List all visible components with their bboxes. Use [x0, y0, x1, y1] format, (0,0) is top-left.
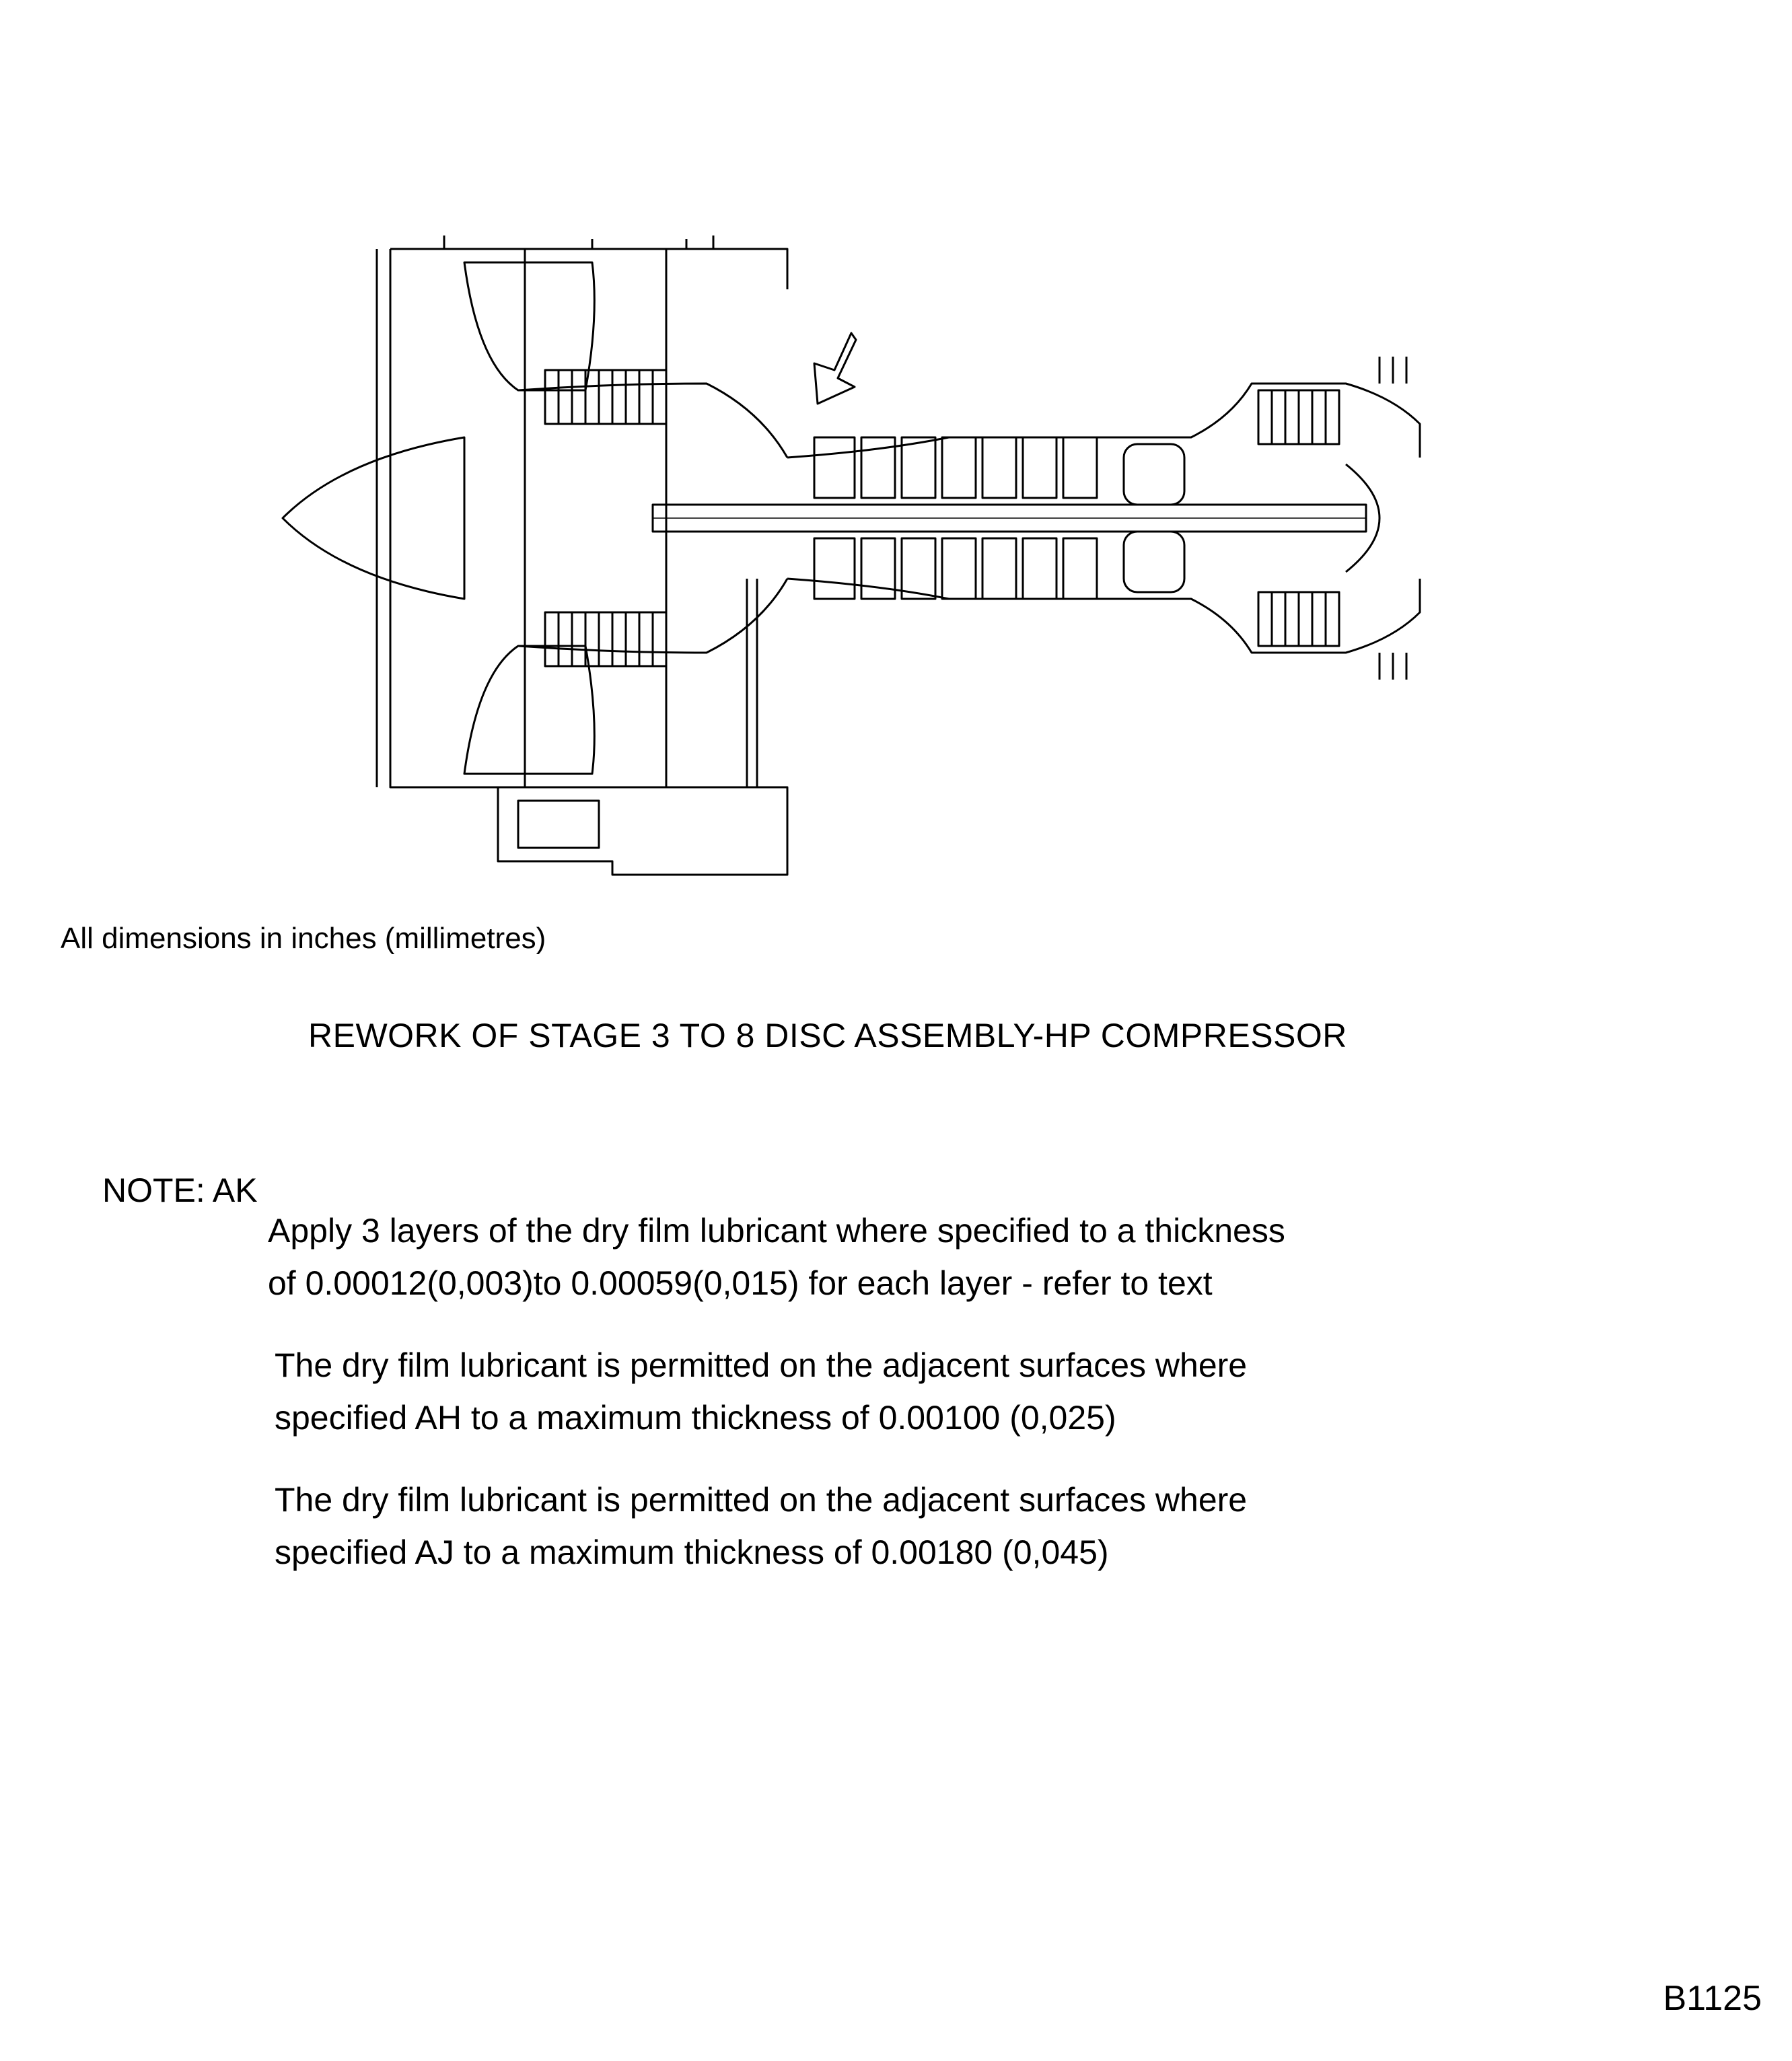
dimensions-note: All dimensions in inches (millimetres): [61, 922, 546, 955]
note-line: The dry film lubricant is permitted on the adjacent surfaces where: [275, 1346, 1248, 1384]
note-line: The dry film lubricant is permitted on the adjacent surfaces where: [275, 1481, 1248, 1519]
engine-cross-section: [276, 236, 1447, 908]
hp-compressor-discs-top: [814, 437, 1097, 498]
note-line: specified AH to a maximum thickness of 0.00100 (0,025): [275, 1399, 1116, 1437]
lp-compressor-top: [545, 370, 666, 424]
figure-id: B1125: [1663, 1979, 1762, 2018]
note-line: of 0.00012(0,003)to 0.00059(0,015) for each layer - refer to text: [268, 1264, 1213, 1302]
note-paragraph: [275, 1474, 1247, 1579]
turbine-top: [1258, 390, 1339, 444]
combustor-bottom: [1124, 532, 1184, 592]
hp-compressor-discs-bottom: [814, 538, 1097, 599]
turbine-bottom: [1258, 592, 1339, 646]
fan-casing: [390, 249, 787, 794]
nose-cone: [283, 437, 464, 599]
note-paragraph: [275, 1339, 1247, 1444]
arrow-icon: [814, 333, 856, 404]
note-label: NOTE: AK: [102, 1171, 258, 1209]
note-line: Apply 3 layers of the dry film lubricant where specified to a thickness: [268, 1212, 1285, 1250]
note-line: specified AJ to a maximum thickness of 0.00180 (0,045): [275, 1533, 1109, 1571]
page-title: REWORK OF STAGE 3 TO 8 DISC ASSEMBLY-HP COMPRESSOR: [308, 1017, 1347, 1054]
combustor-top: [1124, 444, 1184, 505]
lp-compressor-bottom: [545, 612, 666, 666]
note-paragraph: [268, 1204, 1285, 1309]
